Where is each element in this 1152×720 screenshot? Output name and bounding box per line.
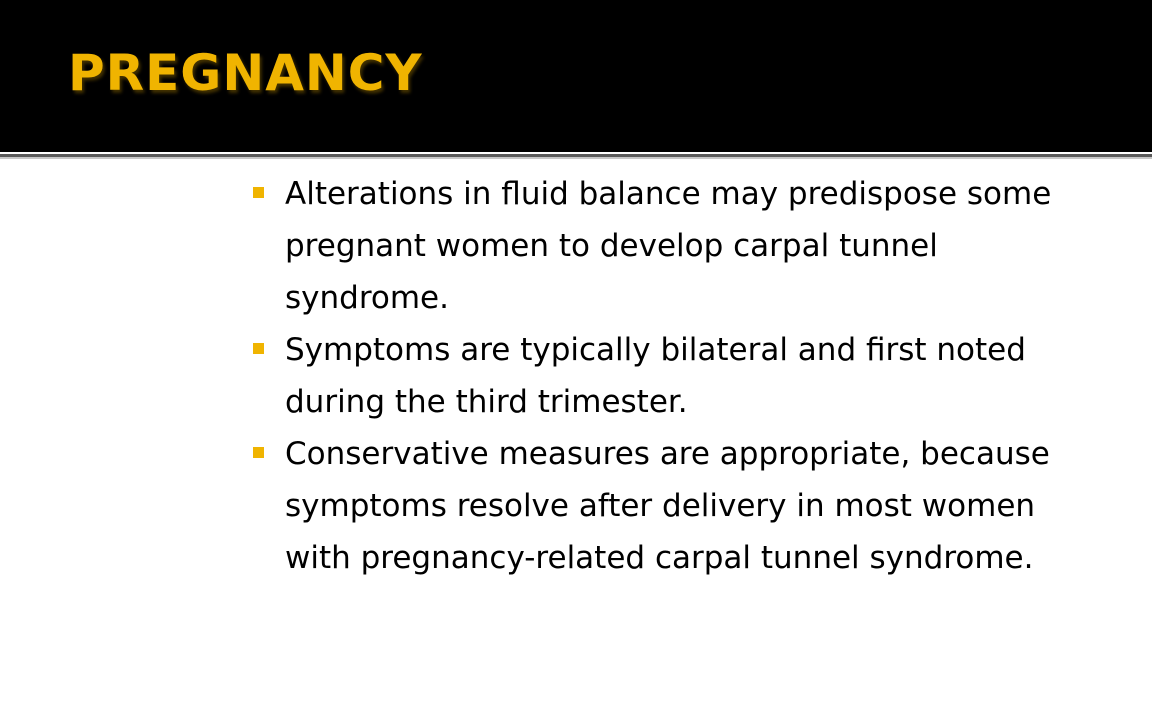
square-bullet-icon: [253, 187, 264, 198]
bullet-item: [250, 324, 1090, 428]
square-bullet-icon: [253, 447, 264, 458]
title-bar: [0, 0, 1152, 152]
bullet-text: Alterations in fluid balance may predispose some pregnant women to develop carpal tunnel syndrome.: [285, 176, 1052, 316]
bullet-item: [250, 428, 1090, 584]
bullet-text: Conservative measures are appropriate, because symptoms resolve after delivery in most women with pregnancy-related carpal tunnel syndrome.: [285, 436, 1050, 576]
square-bullet-icon: [253, 343, 264, 354]
slide-title: PREGNANCY: [68, 44, 423, 102]
bullet-text: Symptoms are typically bilateral and first noted during the third trimester.: [285, 332, 1026, 420]
bullet-list: [250, 168, 1090, 584]
title-divider-highlight: [0, 157, 1152, 159]
bullet-item: [250, 168, 1090, 324]
